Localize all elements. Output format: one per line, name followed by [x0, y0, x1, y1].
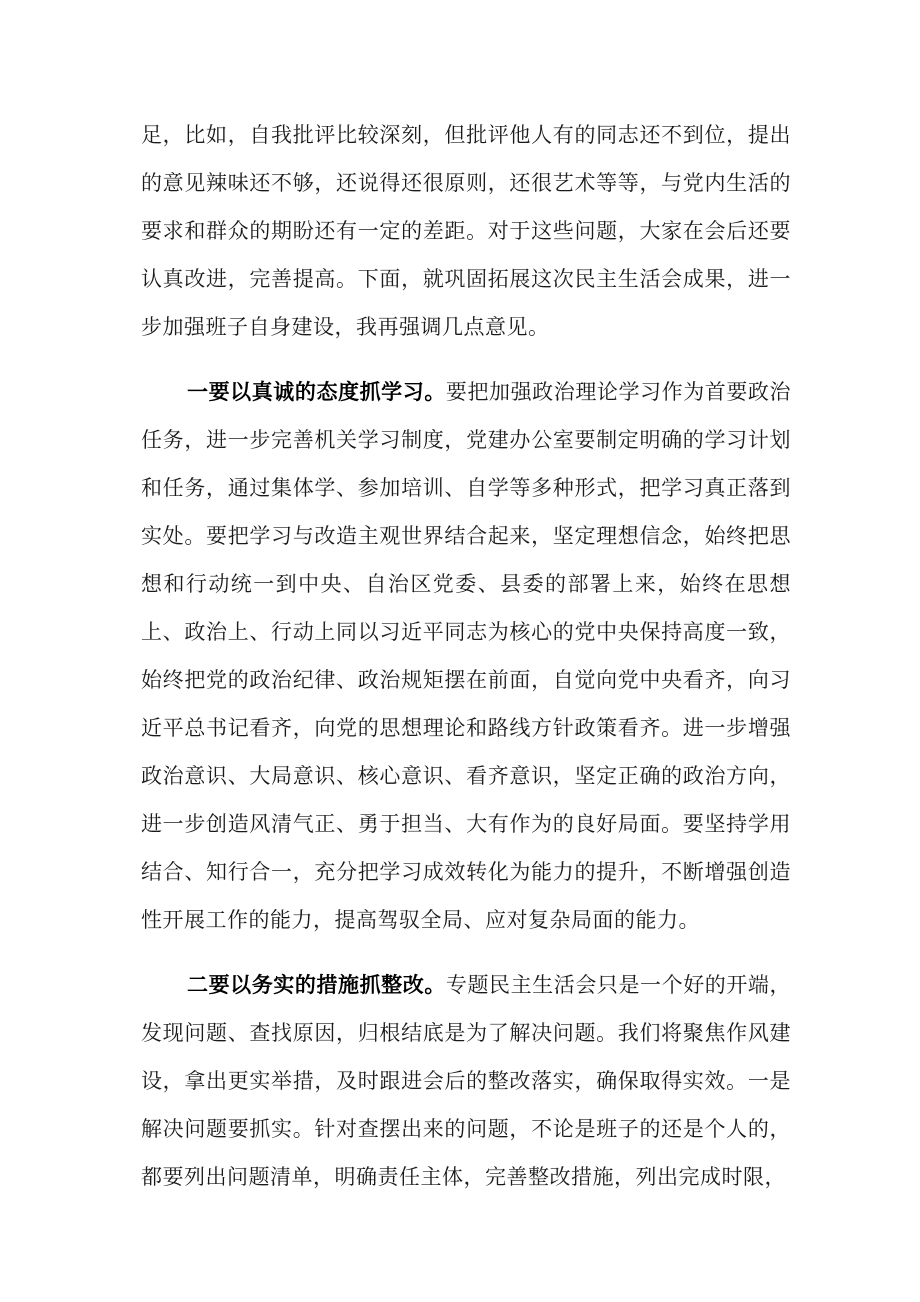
document-body [141, 111, 791, 1201]
paragraph-text: 专题民主生活会只是一个好的开端，发现问题、查找原因，归根结底是为了解决问题。我们将聚焦作风建设，拿出更实举措，及时跟进会后的整改落实，确保取得实效。一是解决问题要抓实。针对查摆出来的问题，不论是班子的还是个人的，都要列出问题清单，明确责任主体，完善整改措施，列出完成时限， [141, 973, 792, 1189]
paragraph-continuation [141, 111, 791, 351]
paragraph-heading: 二要以务实的措施抓整改。 [187, 972, 446, 997]
paragraph-rectification [141, 961, 791, 1201]
paragraph-text: 要把加强政治理论学习作为首要政治任务，进一步完善机关学习制度，党建办公室要制定明确的学习计划和任务，通过集体学、参加培训、自学等多种形式，把学习真正落到实处。要把学习与改造主观世界结合起来，坚定理想信念，始终把思想和行动统一到中央、自治区党委、县委的部署上来，始终在思想上、政治上、行动上同以习近平同志为核心的党中央保持高度一致，始终把党的政治纪律、政治规矩摆在前面，自觉向党中央看齐，向习近平总书记看齐，向党的思想理论和路线方针政策看齐。进一步增强政治意识、大局意识、核心意识、看齐意识，坚定正确的政治方向，进一步创造风清气正、勇于担当、大有作为的良好局面。要坚持学用结合、知行合一，充分把学习成效转化为能力的提升，不断增强创造性开展工作的能力，提高驾驭全局、应对复杂局面的能力。 [141, 380, 792, 932]
paragraph-text: 足，比如，自我批评比较深刻，但批评他人有的同志还不到位，提出的意见辣味还不够，还说得还很原则，还很艺术等等，与党内生活的要求和群众的期盼还有一定的差距。对于这些问题，大家在会后还要认真改进，完善提高。下面，就巩固拓展这次民主生活会成果，进一步加强班子自身建设，我再强调几点意见。 [141, 123, 791, 339]
paragraph-heading: 一要以真诚的态度抓学习。 [187, 379, 446, 404]
paragraph-study [141, 368, 791, 944]
